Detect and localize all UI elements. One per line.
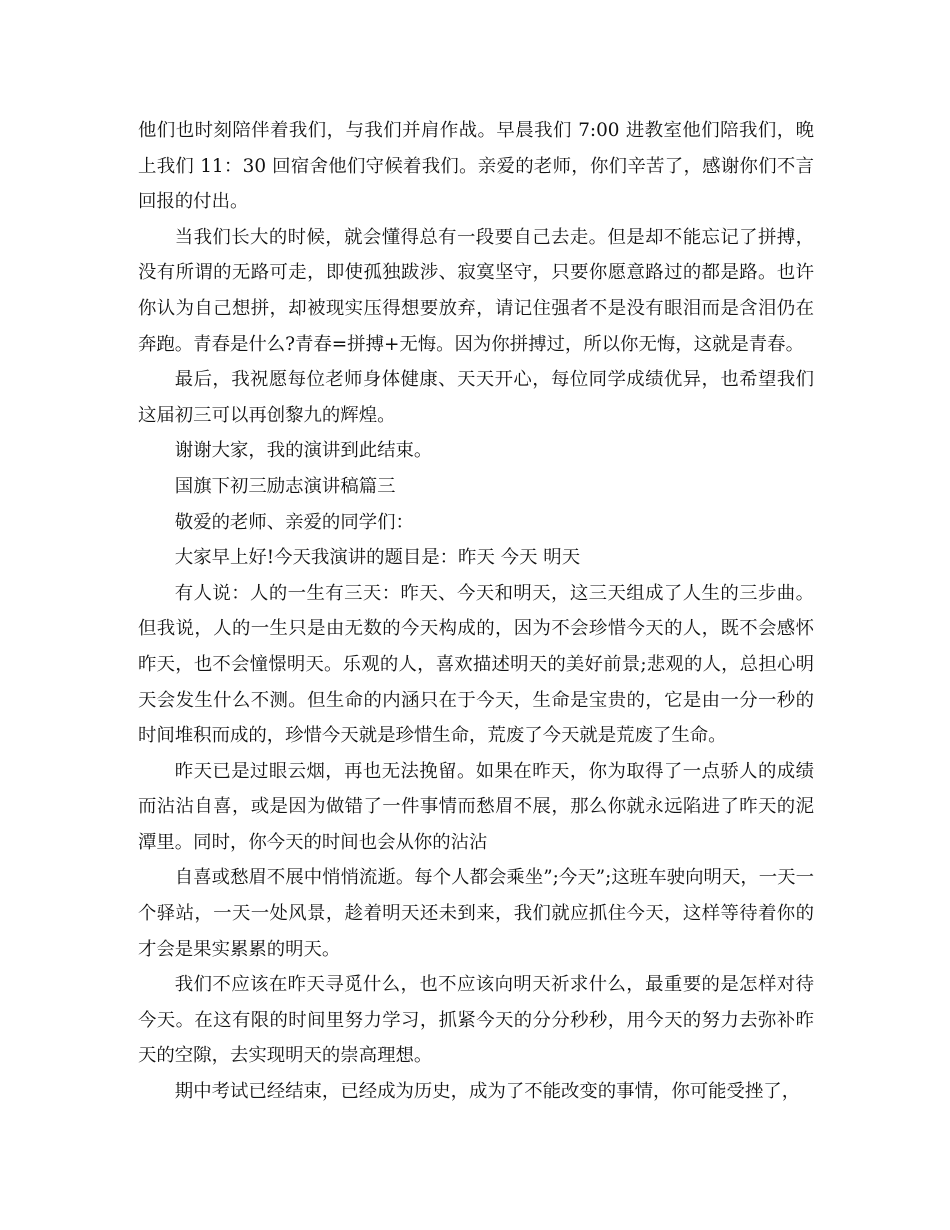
- paragraph-11: 我们不应该在昨天寻觅什么，也不应该向明天祈求什么，最重要的是怎样对待今天。在这有限的时间里努力学习，抓紧今天的分分秒秒，用今天的努力去弥补昨天的空隙，去实现明天的崇高理想。: [138, 974, 814, 1067]
- paragraph-8: 有人说：人的一生有三天：昨天、今天和明天，这三天组成了人生的三步曲。但我说，人的一生只是由无数的今天构成的，因为不会珍惜今天的人，既不会感怀昨天，也不会憧憬明天。乐观的人，喜欢描述明天的美好前景;悲观的人，总担心明天会发生什么不测。但生命的内涵只在于今天，生命是宝贵的，它是由一分一秒的时间堆积而成的，珍惜今天就是珍惜生命，荒废了今天就是荒废了生命。: [138, 582, 814, 747]
- paragraph-9: 昨天已是过眼云烟，再也无法挽留。如果在昨天，你为取得了一点骄人的成绩而沾沾自喜，或是因为做错了一件事情而愁眉不展，那么你就永远陷进了昨天的泥潭里。同时，你今天的时间也会从你的沾沾: [138, 760, 814, 853]
- section-heading: 国旗下初三励志演讲稿篇三: [174, 475, 396, 497]
- paragraph-12: 期中考试已经结束，已经成为历史，成为了不能改变的事情，你可能受挫了，: [174, 1081, 801, 1103]
- paragraph-4: 谢谢大家，我的演讲到此结束。: [174, 440, 433, 462]
- paragraph-1: 他们也时刻陪伴着我们，与我们并肩作战。早晨我们 7:00 进教室他们陪我们，晚上我们 11：30 回宿舍他们守候着我们。亲爱的老师，你们辛苦了，感谢你们不言回报的付出。: [138, 120, 814, 213]
- salutation: 敬爱的老师、亲爱的同学们：: [174, 511, 414, 533]
- paragraph-3: 最后，我祝愿每位老师身体健康、天天开心，每位同学成绩优异，也希望我们这届初三可以再创黎九的辉煌。: [138, 369, 814, 426]
- speech-title-line: 大家早上好!今天我演讲的题目是：昨天 今天 明天: [174, 547, 581, 569]
- paragraph-10: 自喜或愁眉不展中悄悄流逝。每个人都会乘坐”;今天”;这班车驶向明天，一天一个驿站，一天一处风景，趁着明天还未到来，我们就应抓住今天，这样等待着你的才会是果实累累的明天。: [138, 867, 814, 960]
- paragraph-2: 当我们长大的时候，就会懂得总有一段要自己去走。但是却不能忘记了拼搏，没有所谓的无路可走，即使孤独跋涉、寂寞坚守，只要你愿意路过的都是路。也许你认为自己想拼，却被现实压得想要放弃，请记住强者不是没有眼泪而是含泪仍在奔跑。青春是什么?青春=拼搏+无悔。因为你拼搏过，所以你无悔，这就是青春。: [138, 226, 814, 355]
- document-body: [138, 113, 814, 1110]
